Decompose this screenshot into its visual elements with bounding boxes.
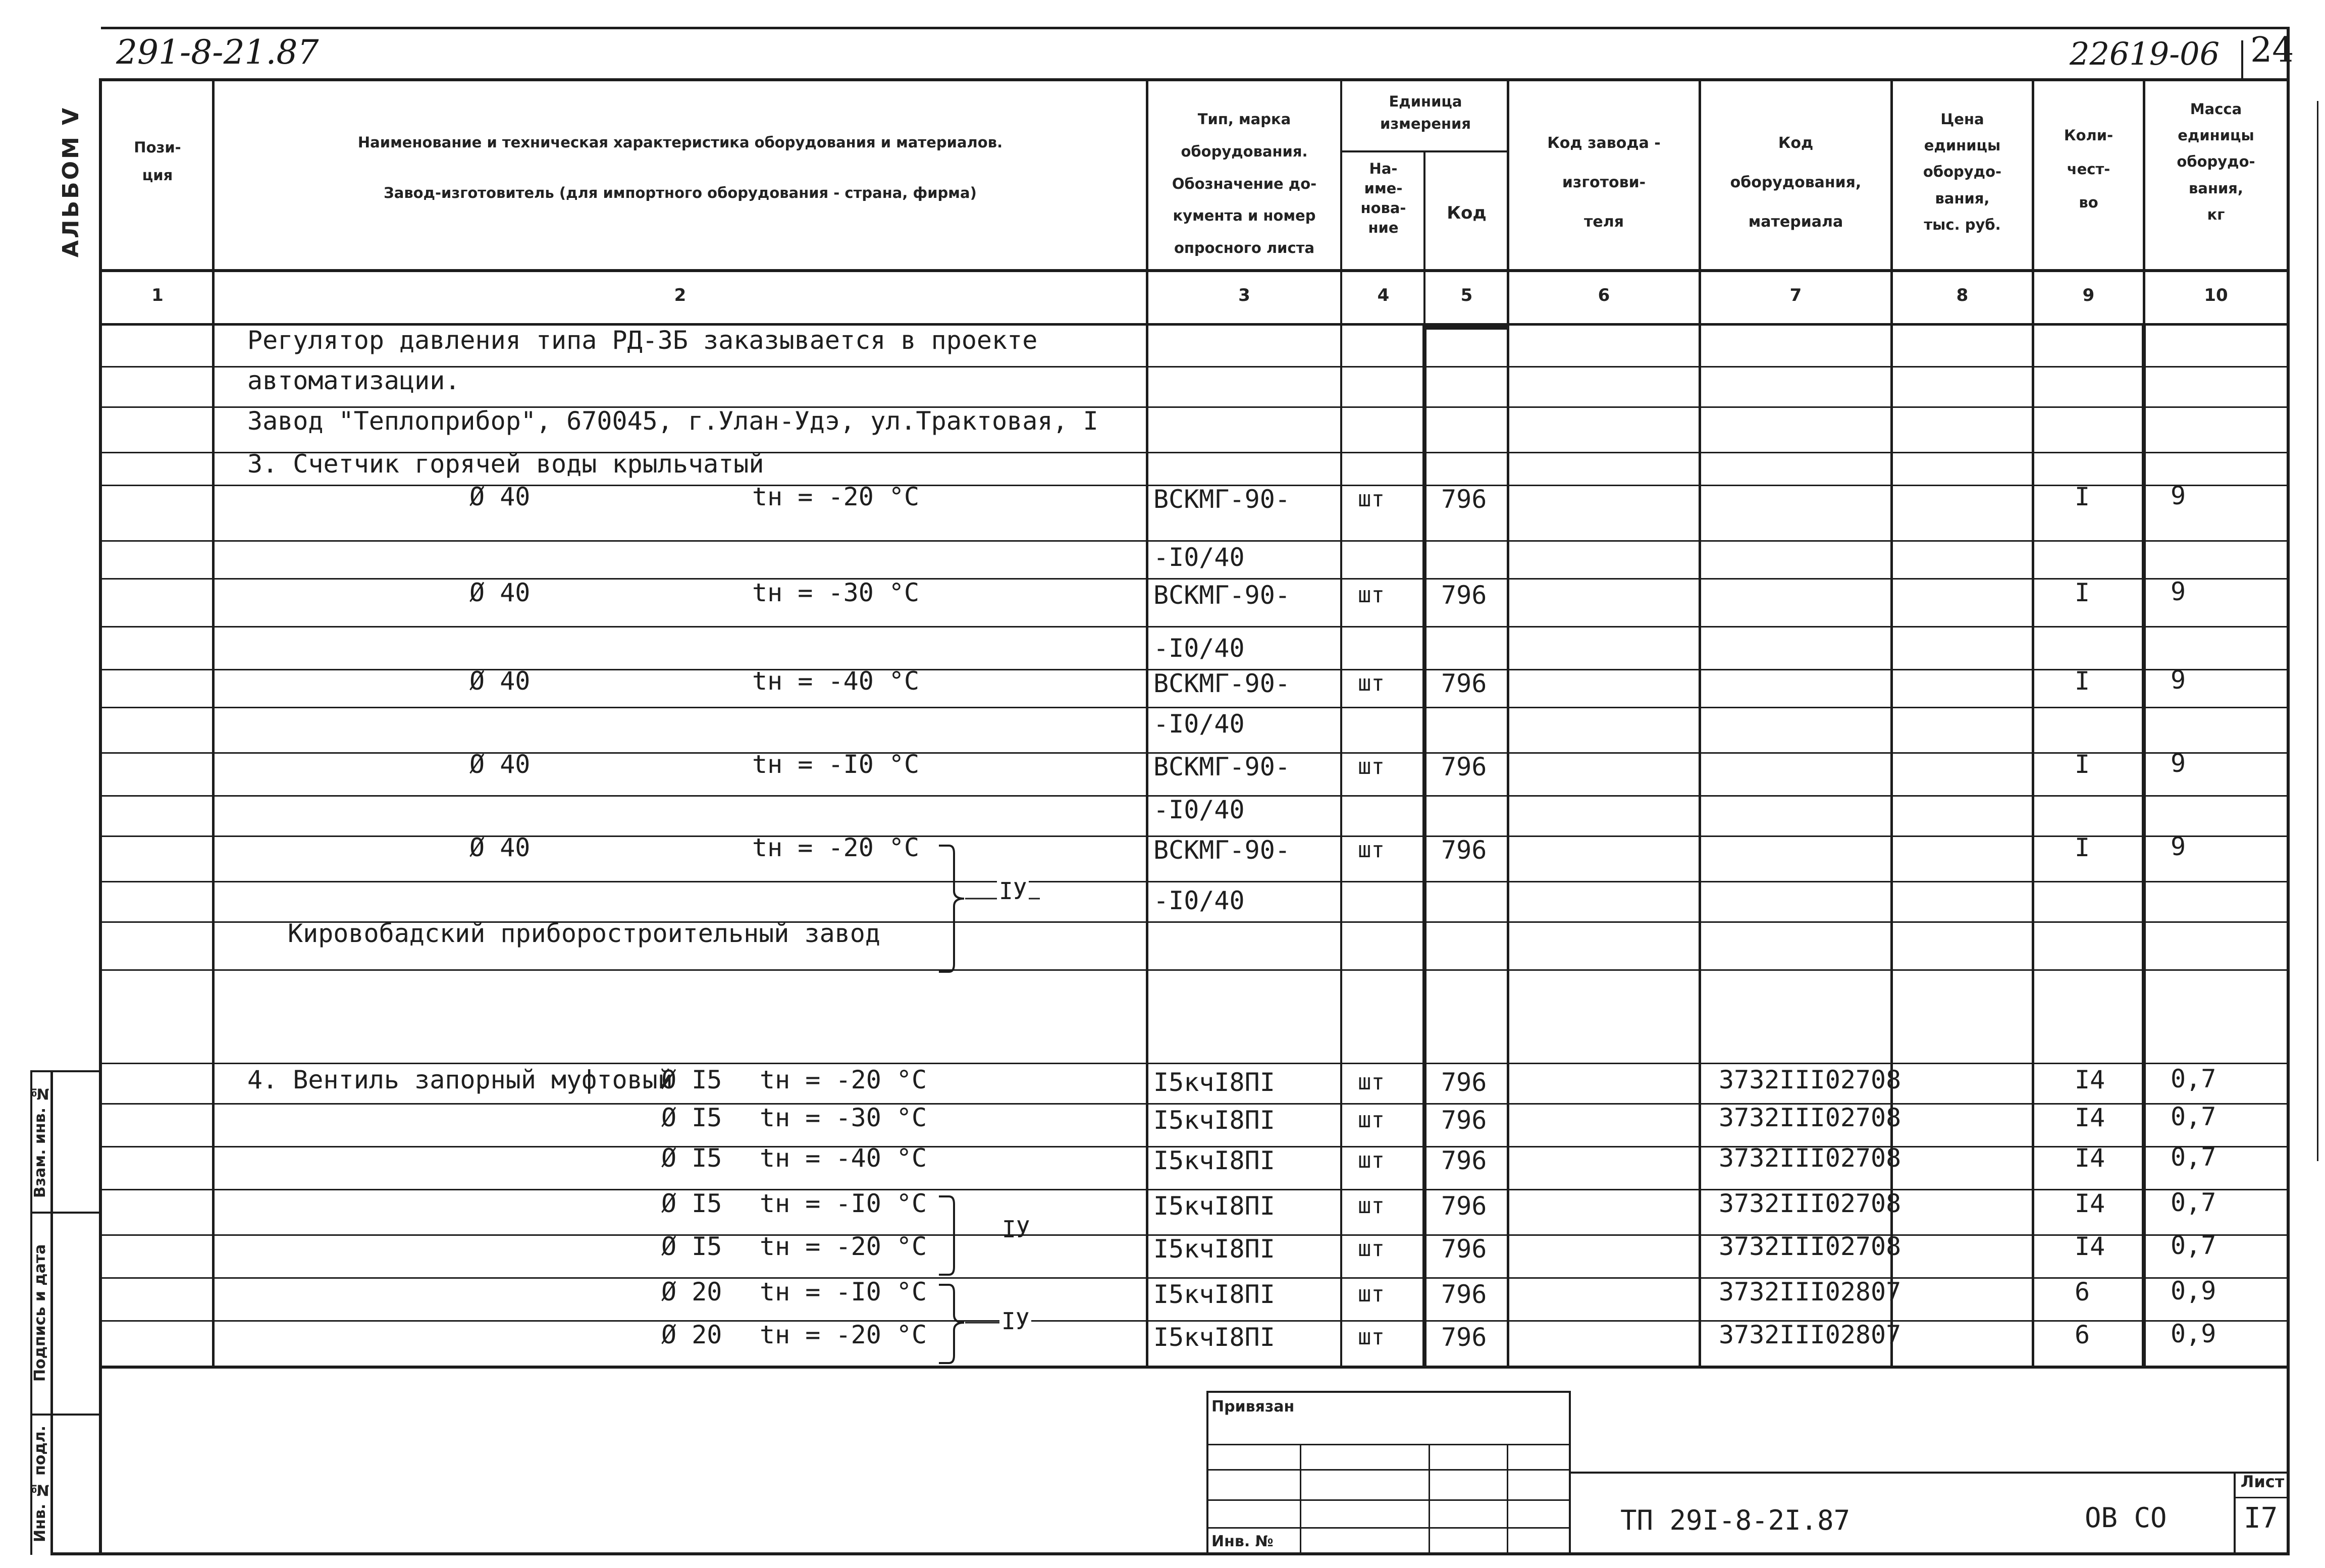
item-quantity: I4	[2075, 1103, 2105, 1132]
col-header-name-line2: Завод-изготовитель (для импортного оборудования - страна, фирма)	[384, 184, 977, 201]
item-diameter: Ø 40	[469, 666, 531, 696]
col-number: 5	[1460, 285, 1473, 305]
row-separator	[102, 626, 2288, 628]
brace-label: IУ	[997, 877, 1029, 905]
item-mass: 0,7	[2171, 1142, 2216, 1172]
item-temperature: tн = -I0 °C	[760, 1277, 927, 1306]
item-temperature: tн = -I0 °C	[752, 750, 920, 779]
col-header-position: Пози- ция	[134, 139, 181, 184]
item-type: I5кчI8ПI	[1153, 1191, 1275, 1221]
bound-label: Привязан	[1211, 1398, 1295, 1416]
item-diameter: Ø 40	[469, 750, 531, 779]
item-temperature: tн = -40 °C	[760, 1143, 927, 1173]
item-quantity: I4	[2075, 1065, 2105, 1094]
col-header-factory-code: Код завода - изготови- теля	[1547, 134, 1661, 231]
col-header-unit-code: Код	[1447, 203, 1487, 223]
item-quantity: I4	[2075, 1232, 2105, 1261]
item-equipment-code: 3732III02807	[1719, 1277, 1901, 1306]
row-separator	[102, 969, 2288, 971]
item-mass: 9	[2171, 749, 2186, 778]
item-temperature: tн = -30 °C	[752, 578, 920, 607]
col-header-type: Тип, марка оборудования. Обозначение до- кумента и номер опросного листа	[1172, 111, 1317, 257]
item-diameter: Ø I5	[661, 1065, 722, 1094]
item-type: I5кчI8ПI	[1153, 1323, 1275, 1352]
album-label: АЛЬБОМ V	[58, 106, 84, 257]
item-type: I5кчI8ПI	[1153, 1106, 1275, 1135]
item-equipment-code: 3732III02708	[1719, 1065, 1901, 1094]
item-temperature: tн = -20 °C	[760, 1232, 927, 1261]
item-unit-code: 796	[1441, 752, 1487, 781]
row-separator	[102, 1103, 2288, 1105]
col-number: 2	[674, 285, 686, 305]
item-mass: 0,9	[2171, 1276, 2216, 1305]
item-quantity: I	[2075, 578, 2090, 607]
item-temperature: tн = -20 °C	[760, 1065, 927, 1094]
item-type: -I0/40	[1153, 543, 1245, 572]
item-quantity: I4	[2075, 1143, 2105, 1173]
item-type: I5кчI8ПI	[1153, 1146, 1275, 1175]
brace-label: IУ	[1002, 1216, 1030, 1243]
item-quantity: I	[2075, 750, 2090, 779]
row-separator	[102, 1320, 2288, 1322]
item-name: автоматизации.	[247, 366, 460, 395]
item-unit-name: шт	[1358, 582, 1385, 608]
item-unit-name: шт	[1358, 1147, 1385, 1173]
col-header-equipment-code: Код оборудования, материала	[1730, 134, 1862, 231]
col-number: 6	[1598, 285, 1610, 305]
col-number: 8	[1956, 285, 1969, 305]
item-name: Завод "Теплоприбор", 670045, г.Улан-Удэ, ул.Трактовая, I	[247, 406, 1098, 436]
item-equipment-code: 3732III02708	[1719, 1143, 1901, 1173]
item-diameter: Ø I5	[661, 1103, 722, 1132]
inv-label: Инв. №	[1211, 1533, 1274, 1550]
col-number: 3	[1238, 285, 1250, 305]
item-unit-name: шт	[1358, 1324, 1385, 1350]
item-unit-name: шт	[1358, 754, 1385, 779]
item-unit-code: 796	[1441, 1280, 1487, 1309]
col-header-quantity: Коли- чест- во	[2064, 127, 2113, 212]
item-temperature: tн = -40 °C	[752, 666, 920, 696]
item-mass: 0,7	[2171, 1231, 2216, 1260]
item-equipment-code: 3732III02708	[1719, 1189, 1901, 1218]
item-unit-code: 796	[1441, 1191, 1487, 1221]
item-unit-code: 796	[1441, 1234, 1487, 1264]
item-mass: 0,7	[2171, 1188, 2216, 1217]
item-equipment-code: 3732III02708	[1719, 1232, 1901, 1261]
item-type: ВСКМГ-90-	[1153, 835, 1290, 865]
item-unit-name: шт	[1358, 837, 1385, 863]
item-type: -I0/40	[1153, 886, 1245, 915]
row-separator	[102, 707, 2288, 708]
item-type: ВСКМГ-90-	[1153, 485, 1290, 514]
row-separator	[102, 540, 2288, 542]
item-diameter: Ø 40	[469, 578, 531, 607]
page-number: 24	[2250, 30, 2294, 70]
col-header-price: Цена единицы оборудо- вания, тыс. руб.	[1923, 111, 2002, 233]
item-temperature: tн = -20 °C	[760, 1320, 927, 1349]
item-unit-code: 796	[1441, 1068, 1487, 1097]
item-temperature: tн = -20 °C	[752, 833, 920, 862]
col-number: 1	[151, 285, 164, 305]
item-type: -I0/40	[1153, 709, 1245, 739]
item-unit-code: 796	[1441, 835, 1487, 865]
item-unit-code: 796	[1441, 669, 1487, 698]
sheet-number: I7	[2244, 1502, 2278, 1535]
item-mass: 0,7	[2171, 1102, 2216, 1131]
item-mass: 9	[2171, 481, 2186, 510]
item-diameter: Ø 40	[469, 482, 531, 511]
brace-group-2	[939, 1194, 1060, 1280]
col-number: 10	[2204, 285, 2228, 305]
item-temperature: tн = -20 °C	[752, 482, 920, 511]
brace-group-1	[939, 843, 1060, 974]
item-mass: 0,9	[2171, 1319, 2216, 1348]
doc-id-left: 291-8-21.87	[116, 33, 319, 72]
item-type: -I0/40	[1153, 795, 1245, 824]
item-unit-code: 796	[1441, 581, 1487, 610]
item-name: Кировобадский приборостроительный завод	[288, 919, 880, 948]
stamp-replacement-inv: Взам. инв. №	[31, 1084, 49, 1198]
item-mass: 9	[2171, 832, 2186, 861]
item-diameter: Ø I5	[661, 1143, 722, 1173]
col-header-mass: Масса единицы оборудо- вания, кг	[2177, 100, 2255, 223]
col-header-unit-name: На- име- нова- ние	[1360, 160, 1406, 237]
item-name: 4. Вентиль запорный муфтовый	[247, 1065, 673, 1094]
item-unit-name: шт	[1358, 1193, 1385, 1219]
item-quantity: 6	[2075, 1320, 2090, 1349]
col-header-name-line1: Наименование и техническая характеристика оборудования и материалов.	[357, 134, 1003, 151]
item-name: 3. Счетчик горячей воды крыльчатый	[247, 449, 764, 479]
item-type: ВСКМГ-90-	[1153, 752, 1290, 781]
col-number: 4	[1377, 285, 1390, 305]
item-quantity: I	[2075, 833, 2090, 862]
col-header-unit-group: Единица измерения	[1380, 93, 1471, 132]
item-quantity: I4	[2075, 1189, 2105, 1218]
item-quantity: I	[2075, 666, 2090, 696]
item-quantity: I	[2075, 482, 2090, 511]
doc-code: ТП 29I-8-2I.87	[1620, 1504, 1851, 1536]
item-diameter: Ø I5	[661, 1232, 722, 1261]
item-diameter: Ø I5	[661, 1189, 722, 1218]
item-unit-name: шт	[1358, 670, 1385, 696]
item-unit-name: шт	[1358, 1236, 1385, 1262]
section-code: ОВ СО	[2085, 1502, 2167, 1534]
item-unit-code: 796	[1441, 1106, 1487, 1135]
item-type: -I0/40	[1153, 634, 1245, 663]
item-unit-name: шт	[1358, 1069, 1385, 1095]
item-type: ВСКМГ-90-	[1153, 669, 1290, 698]
stamp-signature-date: Подпись и дата	[31, 1244, 49, 1382]
item-unit-name: шт	[1358, 1107, 1385, 1133]
row-separator	[102, 1063, 2288, 1064]
item-unit-code: 796	[1441, 1146, 1487, 1175]
item-mass: 9	[2171, 665, 2186, 695]
item-name: Регулятор давления типа РД-3Б заказывается в проекте	[247, 326, 1038, 355]
item-quantity: 6	[2075, 1277, 2090, 1306]
item-unit-name: шт	[1358, 486, 1385, 512]
item-diameter: Ø 20	[661, 1320, 722, 1349]
row-separator	[102, 578, 2288, 580]
item-diameter: Ø 20	[661, 1277, 722, 1306]
row-separator	[102, 881, 2288, 882]
item-diameter: Ø 40	[469, 833, 531, 862]
col-number: 7	[1789, 285, 1802, 305]
item-equipment-code: 3732III02807	[1719, 1320, 1901, 1349]
item-type: ВСКМГ-90-	[1153, 581, 1290, 610]
item-equipment-code: 3732III02708	[1719, 1103, 1901, 1132]
item-unit-code: 796	[1441, 485, 1487, 514]
item-mass: 0,7	[2171, 1064, 2216, 1093]
sheet-label: Лист	[2240, 1472, 2285, 1491]
item-mass: 9	[2171, 577, 2186, 606]
item-type: I5кчI8ПI	[1153, 1068, 1275, 1097]
item-type: I5кчI8ПI	[1153, 1280, 1275, 1309]
stamp-original-inv: Инв. № подл.	[31, 1425, 49, 1542]
row-separator	[102, 1189, 2288, 1190]
brace-label: IУ	[999, 1308, 1031, 1335]
item-temperature: tн = -I0 °C	[760, 1189, 927, 1218]
col-number: 9	[2082, 285, 2095, 305]
item-unit-name: шт	[1358, 1281, 1385, 1307]
doc-id-right: 22619-06	[2070, 35, 2220, 72]
item-temperature: tн = -30 °C	[760, 1103, 927, 1132]
row-separator	[102, 1277, 2288, 1279]
item-unit-code: 796	[1441, 1323, 1487, 1352]
item-type: I5кчI8ПI	[1153, 1234, 1275, 1264]
